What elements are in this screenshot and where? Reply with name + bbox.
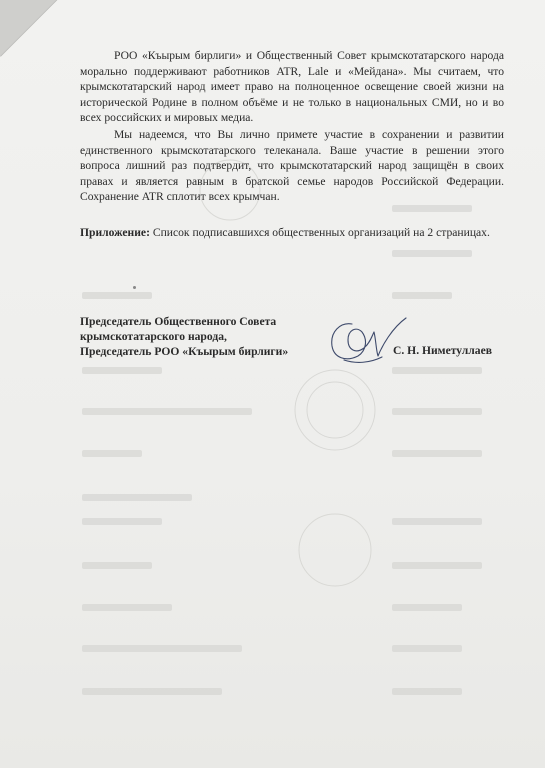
paragraph-2-text: Мы надеемся, что Вы лично примете участие в сохранении и развитии единственного крымскотатарского телеканала. Ваше участие в решении этого вопроса лишний раз подтвердит, что крымскотатарский народ защищён в своих правах и является равным в братской семье народов Российской Федерации. Сохранение ATR сплотит всех крымчан. (80, 128, 504, 204)
paragraph-1-text: РОО «Къырым бирлиги» и Общественный Совет крымскотатарского народа морально поддерживают работников ATR, Lale и «Мейдана». Мы считаем, что крымскотатарский народ имеет право на полноценное освещение своей жизни на исторической Родине в полном объёме и не только в национальных СМИ, но и во всех российских и мировых медиа. (80, 49, 504, 125)
signatory-line-2: крымскотатарского народа, (80, 330, 227, 344)
signatory-title (80, 314, 288, 360)
signatory-line-3: Председатель РОО «Къырым бирлиги» (80, 345, 289, 359)
signatory-line-1: Председатель Общественного Совета (80, 315, 277, 328)
appendix-label: Приложение: (80, 226, 150, 239)
ink-speck (133, 286, 136, 289)
appendix-note (80, 225, 504, 241)
appendix-text: Список подписавшихся общественных организаций на 2 страницах. (149, 226, 490, 239)
body-paragraph-2 (80, 127, 504, 205)
signatory-name: С. Н. Ниметуллаев (393, 344, 492, 357)
body-paragraph-1 (80, 48, 504, 126)
